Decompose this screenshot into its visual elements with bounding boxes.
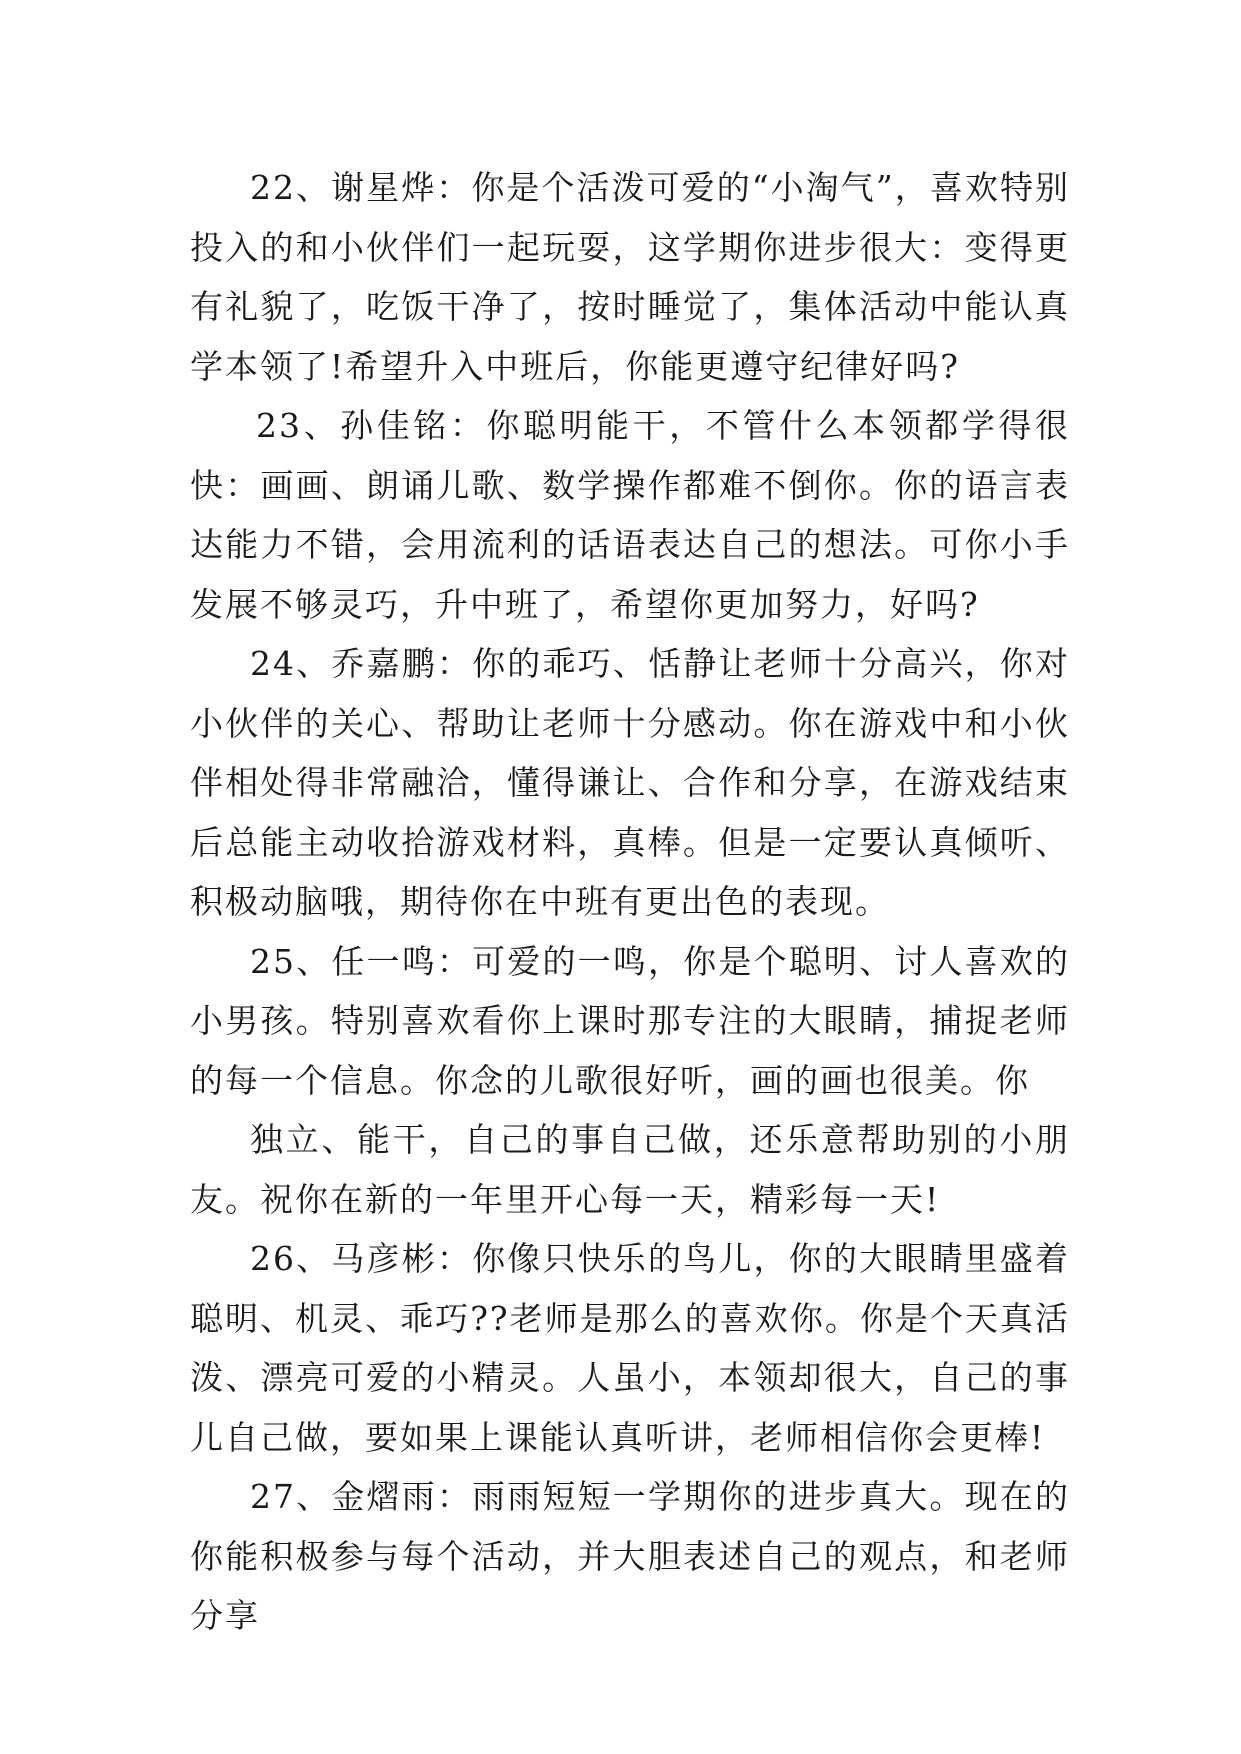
paragraph-22: 22、谢星烨：你是个活泼可爱的“小淘气”，喜欢特别投入的和小伙伴们一起玩耍，这学期你进步很大：变得更有礼貌了，吃饭干净了，按时睡觉了，集体活动中能认真学本领了!希望升入中班后，你能更遵守纪律好吗? [190, 168, 1070, 386]
paragraph-24: 24、乔嘉鹏：你的乖巧、恬静让老师十分高兴，你对小伙伴的关心、帮助让老师十分感动。你在游戏中和小伙伴相处得非常融洽，懂得谦让、合作和分享，在游戏结束后总能主动收拾游戏材料，真棒。但是一定要认真倾听、积极动脑哦，期待你在中班有更出色的表现。 [190, 644, 1070, 921]
paragraph-26: 26、马彦彬：你像只快乐的鸟儿，你的大眼睛里盛着聪明、机灵、乖巧??老师是那么的喜欢你。你是个天真活泼、漂亮可爱的小精灵。人虽小，本领却很大，自己的事儿自己做，要如果上课能认真听讲，老师相信你会更棒! [190, 1239, 1070, 1457]
paragraph-25-continued: 独立、能干，自己的事自己做，还乐意帮助别的小朋友。祝你在新的一年里开心每一天，精彩每一天! [190, 1120, 1070, 1219]
paragraph-27: 27、金熠雨：雨雨短短一学期你的进步真大。现在的你能积极参与每个活动，并大胆表述自己的观点，和老师分享 [190, 1477, 1070, 1635]
document-body [190, 158, 1070, 1646]
paragraph-23: 23、孙佳铭：你聪明能干，不管什么本领都学得很快：画画、朗诵儿歌、数学操作都难不倒你。你的语言表达能力不错，会用流利的话语表达自己的想法。可你小手发展不够灵巧，升中班了，希望你更加努力，好吗? [190, 406, 1070, 624]
paragraph-25: 25、任一鸣：可爱的一鸣，你是个聪明、讨人喜欢的小男孩。特别喜欢看你上课时那专注的大眼睛，捕捉老师的每一个信息。你念的儿歌很好听，画的画也很美。你 [190, 941, 1070, 1100]
